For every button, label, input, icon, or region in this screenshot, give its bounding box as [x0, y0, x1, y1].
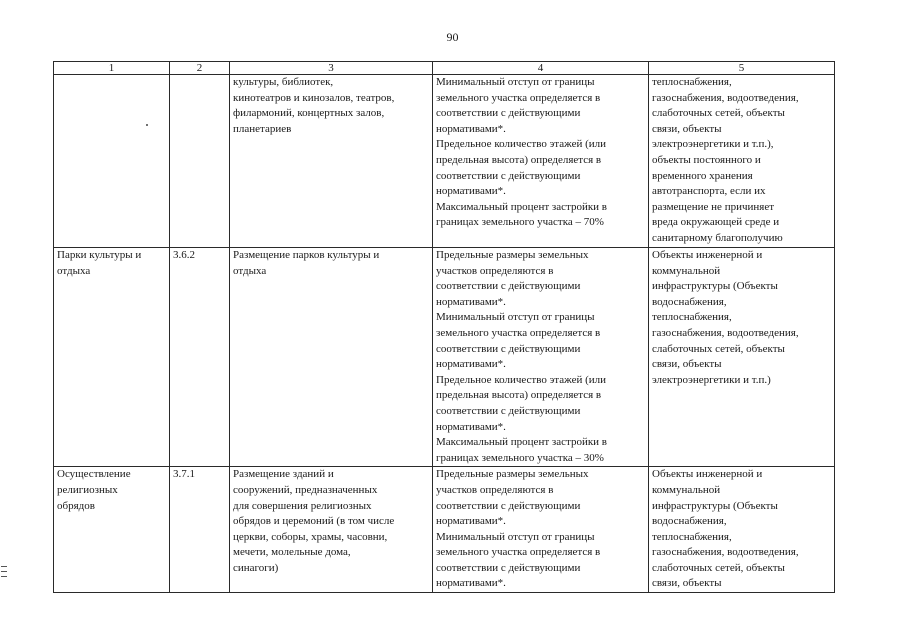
- land-use-description-cell: Размещение зданий и сооружений, предназначенных для совершения религиозных обрядов и церемоний (в том числе церкви, соборы, храмы, часовни, мечети, молельные дома, синагоги): [230, 467, 433, 593]
- land-use-name-cell: Парки культуры и отдыха: [54, 248, 170, 467]
- land-use-name-cell: [54, 75, 170, 248]
- auxiliary-uses-cell: Объекты инженерной и коммунальной инфраструктуры (Объекты водоснабжения, теплоснабжения, газоснабжения, водоотведения, слаботочных сетей, объекты связи, объекты электроэнергетики и т.п.): [649, 248, 835, 467]
- table-row: [54, 248, 835, 467]
- table-row: [54, 467, 835, 593]
- column-header: 1: [54, 62, 170, 75]
- binding-mark: [1, 566, 7, 567]
- auxiliary-uses-cell: Объекты инженерной и коммунальной инфраструктуры (Объекты водоснабжения, теплоснабжения, газоснабжения, водоотведения, слаботочных сетей, объекты связи, объекты: [649, 467, 835, 593]
- table-row: [54, 75, 835, 248]
- land-use-code-cell: [170, 75, 230, 248]
- land-use-name-cell: Осуществление религиозных обрядов: [54, 467, 170, 593]
- binding-mark: [1, 576, 7, 577]
- binding-mark: [1, 571, 7, 572]
- column-header: 2: [170, 62, 230, 75]
- column-header: 4: [433, 62, 649, 75]
- page-number: 90: [446, 30, 459, 44]
- parameters-cell: Предельные размеры земельных участков определяются в соответствии с действующими нормативами*. Минимальный отступ от границы земельного участка определяется в соответствии с действующими нормативами*. Предельное количество этажей (или предельная высота) определяется в соответствии с действующими нормативами*. Максимальный процент застройки в границах земельного участка – 30%: [433, 248, 649, 467]
- column-header: 5: [649, 62, 835, 75]
- land-use-code-cell: 3.7.1: [170, 467, 230, 593]
- column-header: 3: [230, 62, 433, 75]
- scan-speck: [146, 124, 148, 126]
- parameters-cell: Предельные размеры земельных участков определяются в соответствии с действующими нормативами*. Минимальный отступ от границы земельного участка определяется в соответствии с действующими нормативами*.: [433, 467, 649, 593]
- parameters-cell: Минимальный отступ от границы земельного участка определяется в соответствии с действующими нормативами*. Предельное количество этажей (или предельная высота) определяется в соответствии с действующими нормативами*. Максимальный процент застройки в границах земельного участка – 70%: [433, 75, 649, 248]
- land-use-code-cell: 3.6.2: [170, 248, 230, 467]
- table-header-row: [54, 62, 835, 75]
- land-use-description-cell: культуры, библиотек, кинотеатров и кинозалов, театров, филармоний, концертных залов, планетариев: [230, 75, 433, 248]
- binding-edge-marks: [1, 566, 7, 596]
- land-use-description-cell: Размещение парков культуры и отдыха: [230, 248, 433, 467]
- auxiliary-uses-cell: теплоснабжения, газоснабжения, водоотведения, слаботочных сетей, объекты связи, объекты электроэнергетики и т.п.), объекты постоянного и временного хранения автотранспорта, если их размещение не причиняет вреда окружающей среде и санитарному благополучию: [649, 75, 835, 248]
- land-use-table: [53, 61, 835, 593]
